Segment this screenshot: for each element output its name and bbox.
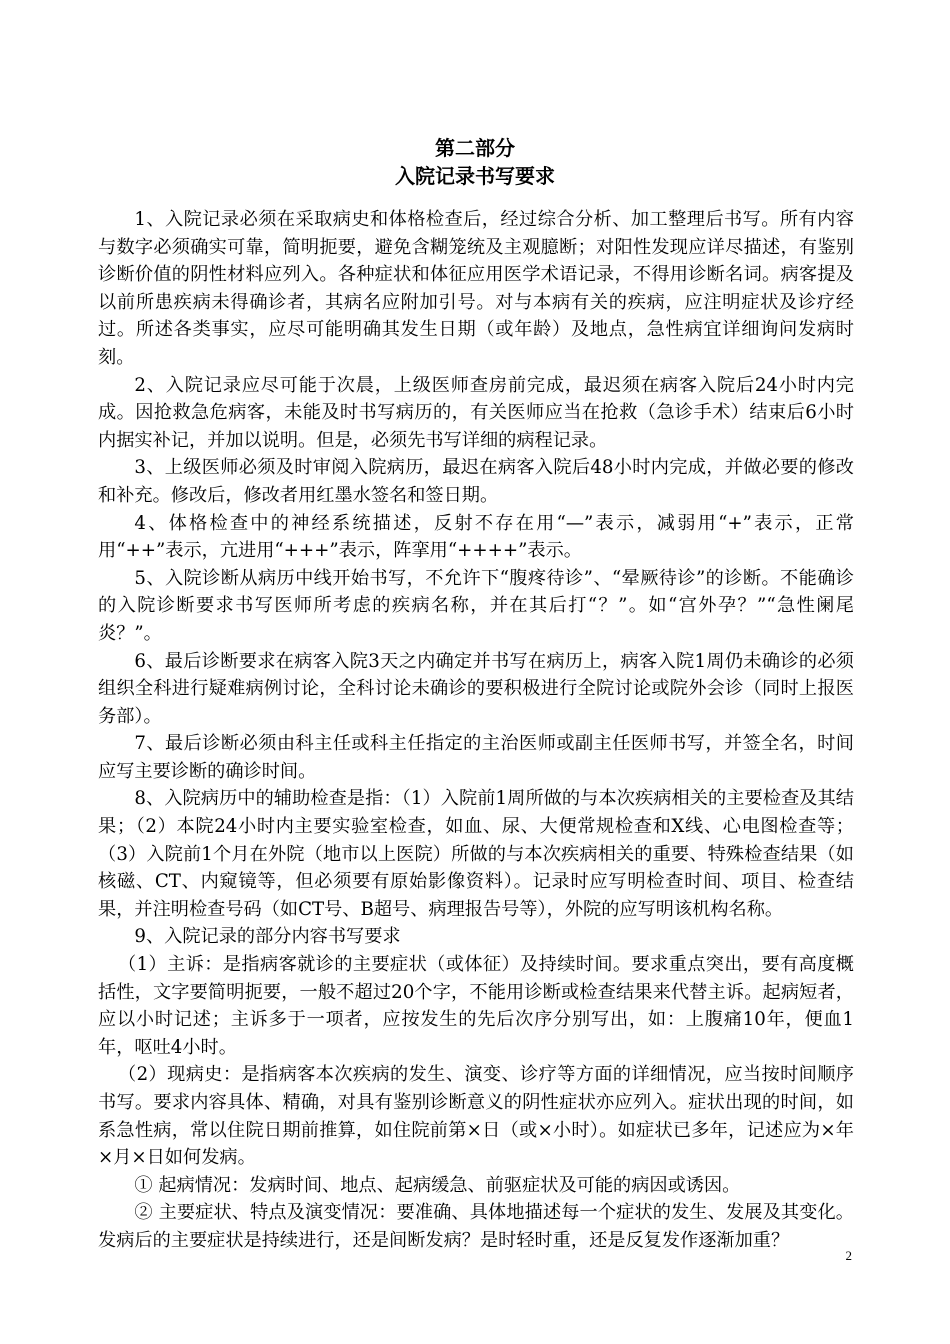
title-block [0, 134, 950, 190]
paragraph-4: 4、体格检查中的神经系统描述，反射不存在用“—”表示，减弱用“+”表示，正常用“++”表示，亢进用“+++”表示，阵挛用“++++”表示。 [98, 512, 854, 562]
section-title: 入院记录书写要求 [395, 164, 555, 188]
list-item-onset: ① 起病情况：发病时间、地点、起病缓急、前驱症状及可能的病因或诱因。 [134, 1174, 741, 1196]
paragraph-9: 9、入院记录的部分内容书写要求 [134, 926, 401, 948]
sub-paragraph-present-illness: （2）现病史：是指病客本次疾病的发生、演变、诊疗等方面的详细情况，应当按时间顺序书写。要求内容具体、精确，对具有鉴别诊断意义的阴性症状亦应列入。症状出现的时间，如系急性病，常以住院日期前推算，如住院前第×日（或×小时）。如症状已多年，记述应为×年×月×日如何发病。 [98, 1064, 854, 1169]
paragraph-8: 8、入院病历中的辅助检查是指：（1）入院前1周所做的与本次疾病相关的主要检查及其结果；（2）本院24小时内主要实验室检查，如血、尿、大便常规检查和X线、心电图检查等；（3）入院前1个月在外院（地市以上医院）所做的与本次疾病相关的重要、特殊检查结果（如核磁、CT、内窥镜等，但必须要有原始影像资料）。记录时应写明检查时间、项目、检查结果，并注明检查号码（如CT号、B超号、病理报告号等），外院的应写明该机构名称。 [98, 788, 854, 920]
page-number: 2 [845, 1248, 852, 1263]
paragraph-6: 6、最后诊断要求在病客入院3天之内确定并书写在病历上，病客入院1周仍未确诊的必须组织全科进行疑难病例讨论，全科讨论未确诊的要积极进行全院讨论或院外会诊（同时上报医务部）。 [98, 650, 854, 727]
document-body [98, 206, 854, 1255]
paragraph-7: 7、最后诊断必须由科主任或科主任指定的主治医师或副主任医师书写，并签全名，时间应写主要诊断的确诊时间。 [98, 733, 854, 782]
sub-paragraph-chief-complaint: （1）主诉：是指病客就诊的主要症状（或体征）及持续时间。要求重点突出，要有高度概括性，文字要简明扼要，一般不超过20个字，不能用诊断或检查结果来代替主诉。起病短者，应以小时记述；主诉多于一项者，应按发生的先后次序分别写出，如：上腹痛10年，便血1年，呕吐4小时。 [98, 954, 854, 1058]
paragraph-1: 1、入院记录必须在采取病史和体格检查后，经过综合分析、加工整理后书写。所有内容与数字必须确实可靠，简明扼要，避免含糊笼统及主观臆断；对阳性发现应详尽描述，有鉴别诊断价值的阴性材料应列入。各种症状和体征应用医学术语记录，不得用诊断名词。病客提及以前所患疾病未得确诊者，其病名应附加引号。对与本病有关的疾病，应注明症状及诊疗经过。所述各类事实，应尽可能明确其发生日期（或年龄）及地点，急性病宜详细询问发病时刻。 [98, 209, 854, 368]
list-item-main-symptoms: ② 主要症状、特点及演变情况：要准确、具体地描述每一个症状的发生、发展及其变化。发病后的主要症状是持续进行，还是间断发病？是时轻时重，还是反复发作逐渐加重？ [98, 1202, 854, 1251]
paragraph-2: 2、入院记录应尽可能于次晨，上级医师查房前完成，最迟须在病客入院后24小时内完成。因抢救急危病客，未能及时书写病历的，有关医师应当在抢救（急诊手术）结束后6小时内据实补记，并加以说明。但是，必须先书写详细的病程记录。 [98, 374, 854, 451]
part-title: 第二部分 [435, 136, 515, 160]
paragraph-3: 3、上级医师必须及时审阅入院病历，最迟在病客入院后48小时内完成，并做必要的修改和补充。修改后，修改者用红墨水签名和签日期。 [98, 457, 854, 506]
paragraph-5: 5、入院诊断从病历中线开始书写，不允许下“腹疼待诊”、“晕厥待诊”的诊断。不能确诊的入院诊断要求书写医师所考虑的疾病名称，并在其后打“？”。如“宫外孕？”“急性阑尾炎？”。 [98, 567, 854, 644]
